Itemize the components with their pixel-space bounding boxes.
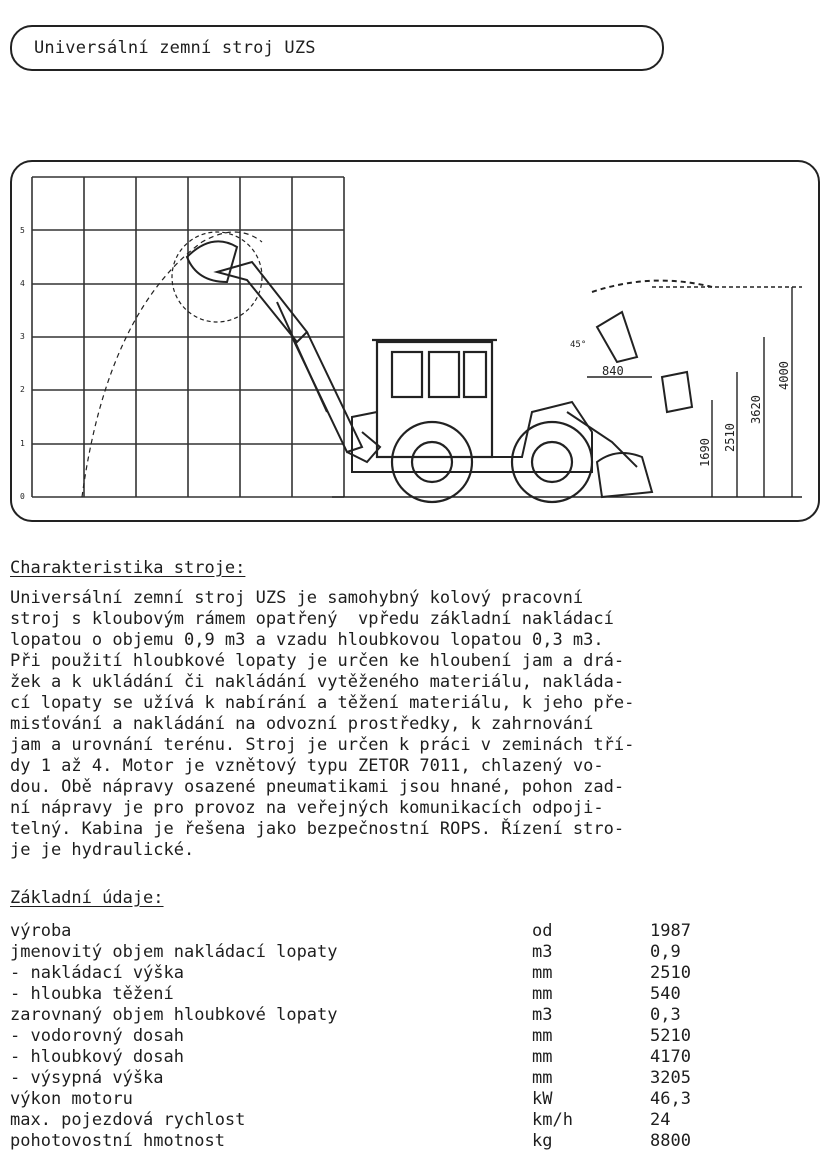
- spec-unit: mm: [532, 984, 553, 1004]
- text-line: je je hydraulické.: [10, 840, 195, 860]
- spec-row: [10, 1131, 810, 1152]
- characteristics-heading: Charakteristika stroje:: [10, 558, 246, 578]
- spec-value: 3205: [650, 1068, 691, 1088]
- text-line: dou. Obě nápravy osazené pneumatikami jsou hnané, pohon zad-: [10, 777, 625, 797]
- diagram-grid: [32, 177, 344, 497]
- loader-bucket: [567, 281, 712, 497]
- spec-label: jmenovitý objem nakládací lopaty: [10, 942, 338, 962]
- dimension-label: 1690: [698, 438, 712, 467]
- spec-row: [10, 942, 810, 963]
- dimension-label: 3620: [749, 395, 763, 424]
- spec-label: zarovnaný objem hloubkové lopaty: [10, 1005, 338, 1025]
- text-line: žek a k ukládání či nakládání vytěženého materiálu, nakláda-: [10, 672, 625, 692]
- machine-cab: [372, 340, 497, 457]
- spec-label: - výsypná výška: [10, 1068, 164, 1088]
- spec-unit: kg: [532, 1131, 553, 1151]
- dimension-label: 840: [602, 364, 624, 378]
- machine-diagram: [10, 160, 820, 522]
- spec-unit: mm: [532, 1026, 553, 1046]
- diagram-svg: [12, 162, 820, 522]
- spec-row: [10, 1047, 810, 1068]
- spec-unit: mm: [532, 963, 553, 983]
- text-line: Při použití hloubkové lopaty je určen ke hloubení jam a drá-: [10, 651, 625, 671]
- bucket-arc: [172, 232, 262, 322]
- text-line: Universální zemní stroj UZS je samohybný kolový pracovní: [10, 588, 584, 608]
- spec-row: [10, 984, 810, 1005]
- spec-row: [10, 1005, 810, 1026]
- dimension-lines: [587, 287, 802, 497]
- spec-unit: kW: [532, 1089, 553, 1109]
- angle-label: 45°: [570, 340, 587, 350]
- spec-value: 8800: [650, 1131, 691, 1151]
- spec-value: 2510: [650, 963, 691, 983]
- y-tick-label: 1: [20, 439, 25, 448]
- document-title: Universální zemní stroj UZS: [34, 38, 316, 58]
- y-tick-label: 0: [20, 492, 25, 501]
- text-line: lopatou o objemu 0,9 m3 a vzadu hloubkovou lopatou 0,3 m3.: [10, 630, 604, 650]
- dimension-label: 2510: [723, 423, 737, 452]
- y-tick-label: 4: [20, 279, 25, 288]
- spec-row: [10, 921, 810, 942]
- text-line: telný. Kabina je řešena jako bezpečnostní ROPS. Řízení stro-: [10, 819, 625, 839]
- y-tick-label: 2: [20, 385, 25, 394]
- spec-row: [10, 1089, 810, 1110]
- spec-value: 24: [650, 1110, 671, 1130]
- spec-value: 5210: [650, 1026, 691, 1046]
- spec-unit: mm: [532, 1047, 553, 1067]
- text-line: misťování a nakládání na odvozní prostředky, k zahrnování: [10, 714, 594, 734]
- spec-row: [10, 1068, 810, 1089]
- spec-unit: m3: [532, 1005, 553, 1025]
- text-line: jam a urovnání terénu. Stroj je určen k práci v zeminách tří-: [10, 735, 635, 755]
- spec-value: 4170: [650, 1047, 691, 1067]
- basic-data-heading: Základní údaje:: [10, 888, 164, 908]
- text-line: cí lopaty se užívá k nabírání a těžení materiálu, k jeho pře-: [10, 693, 635, 713]
- text-line: dy 1 až 4. Motor je vznětový typu ZETOR 7011, chlazený vo-: [10, 756, 604, 776]
- spec-value: 1987: [650, 921, 691, 941]
- spec-label: - vodorovný dosah: [10, 1026, 184, 1046]
- title-box: [10, 25, 664, 71]
- text-line: stroj s kloubovým rámem opatřený vpředu základní nakládací: [10, 609, 614, 629]
- spec-label: pohotovostní hmotnost: [10, 1131, 225, 1151]
- spec-value: 46,3: [650, 1089, 691, 1109]
- text-line: ní nápravy je pro provoz na veřejných komunikacích odpoji-: [10, 798, 604, 818]
- spec-unit: m3: [532, 942, 553, 962]
- dimension-label: 4000: [777, 361, 791, 390]
- spec-label: - hloubkový dosah: [10, 1047, 184, 1067]
- spec-unit: mm: [532, 1068, 553, 1088]
- spec-unit: km/h: [532, 1110, 573, 1130]
- spec-label: - nakládací výška: [10, 963, 184, 983]
- y-tick-label: 5: [20, 226, 25, 235]
- spec-label: - hloubka těžení: [10, 984, 174, 1004]
- spec-label: výkon motoru: [10, 1089, 133, 1109]
- spec-row: [10, 1026, 810, 1047]
- spec-value: 540: [650, 984, 681, 1004]
- spec-label: max. pojezdová rychlost: [10, 1110, 246, 1130]
- reach-envelope: [82, 232, 262, 497]
- spec-row: [10, 1110, 810, 1131]
- spec-label: výroba: [10, 921, 72, 941]
- spec-row: [10, 963, 810, 984]
- y-tick-label: 3: [20, 332, 25, 341]
- spec-value: 0,3: [650, 1005, 681, 1025]
- spec-unit: od: [532, 921, 553, 941]
- spec-value: 0,9: [650, 942, 681, 962]
- characteristics-text: [10, 588, 825, 861]
